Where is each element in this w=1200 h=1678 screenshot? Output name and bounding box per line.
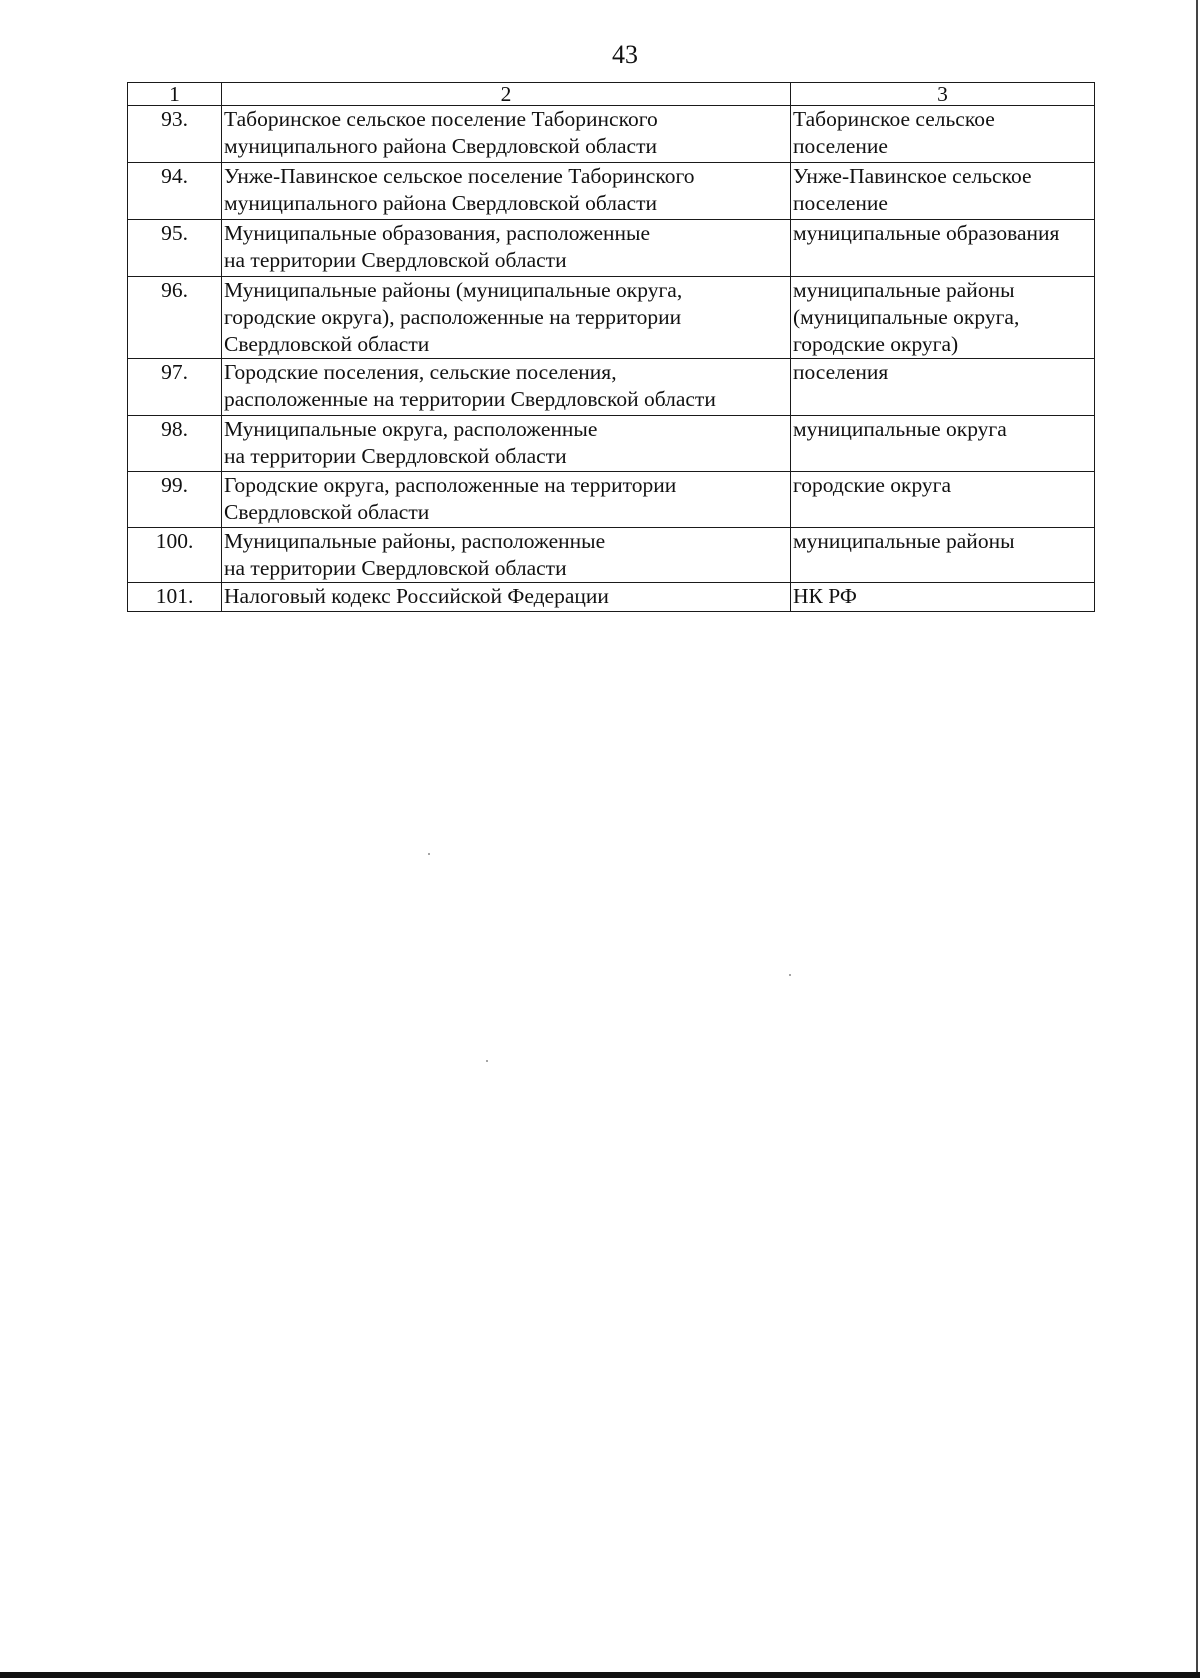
full-name: Муниципальные округа, расположенные на территории Свердловской области [222,416,791,472]
short-name: муниципальные округа [791,416,1095,472]
row-number: 100. [128,528,222,583]
table-row [128,277,1095,359]
table-row [128,163,1095,220]
page-number: 43 [612,40,638,69]
header-col-1: 1 [128,83,222,106]
full-name: Унже-Павинское сельское поселение Таборинского муниципального района Свердловской области [222,163,791,220]
row-number: 96. [128,277,222,359]
header-col-2: 2 [222,83,791,106]
row-number: 97. [128,359,222,416]
short-name: городские округа [791,472,1095,528]
table-row [128,528,1095,583]
row-number: 93. [128,106,222,163]
table-row [128,220,1095,277]
full-name: Налоговый кодекс Российской Федерации [222,583,791,612]
table-header-row [128,83,1095,106]
row-number: 98. [128,416,222,472]
short-name: Таборинское сельское поселение [791,106,1095,163]
scan-right-edge [1196,0,1198,1678]
full-name: Городские поселения, сельские поселения, расположенные на территории Свердловской области [222,359,791,416]
table-row [128,106,1095,163]
row-number: 101. [128,583,222,612]
abbreviations-table [127,82,1095,612]
short-name: муниципальные образования [791,220,1095,277]
short-name: муниципальные районы [791,528,1095,583]
short-name: НК РФ [791,583,1095,612]
scan-speck [789,974,791,976]
full-name: Таборинское сельское поселение Таборинского муниципального района Свердловской области [222,106,791,163]
full-name: Муниципальные образования, расположенные на территории Свердловской области [222,220,791,277]
scan-speck [486,1060,488,1062]
full-name: Муниципальные районы (муниципальные округа, городские округа), расположенные на территории Свердловской области [222,277,791,359]
scan-speck [428,853,430,855]
short-name: муниципальные районы (муниципальные округа, городские округа) [791,277,1095,359]
table-row [128,472,1095,528]
table-row [128,583,1095,612]
row-number: 99. [128,472,222,528]
row-number: 94. [128,163,222,220]
table-row [128,359,1095,416]
short-name: Унже-Павинское сельское поселение [791,163,1095,220]
full-name: Городские округа, расположенные на территории Свердловской области [222,472,791,528]
row-number: 95. [128,220,222,277]
table-row [128,416,1095,472]
scan-bottom-edge [0,1672,1200,1678]
full-name: Муниципальные районы, расположенные на территории Свердловской области [222,528,791,583]
short-name: поселения [791,359,1095,416]
header-col-3: 3 [791,83,1095,106]
